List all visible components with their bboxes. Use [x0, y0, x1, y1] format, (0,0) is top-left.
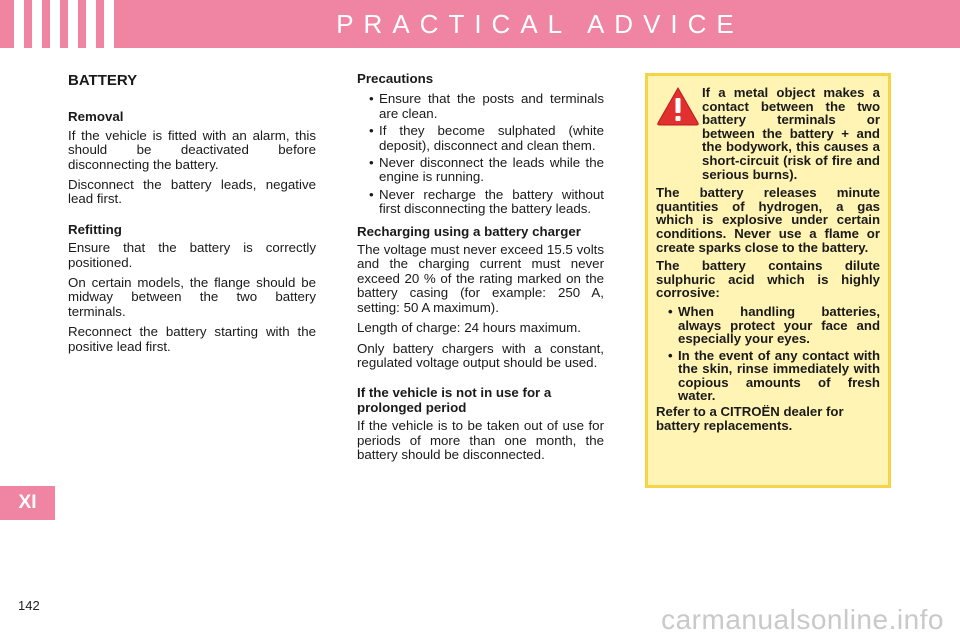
section-title: BATTERY — [68, 72, 138, 89]
not-in-use-text: If the vehicle is to be taken out of use for periods of more than one month, the battery should be disconnected. — [357, 418, 604, 462]
warning-text: The battery contains dilute sulphuric acid which is highly corrosive: — [656, 258, 880, 301]
warning-text: Refer to a CITROËN dealer for battery replacements. — [656, 404, 844, 433]
header-stripe — [32, 0, 42, 48]
list-item: • When handling batteries, always protect your face and especially your eyes. — [668, 303, 880, 347]
list-item: • Never recharge the battery without first disconnecting the battery leads. — [369, 186, 604, 217]
watermark: carmanualsonline.info — [661, 604, 944, 635]
list-item: • If they become sulphated (white deposit), disconnect and clean them. — [369, 123, 604, 153]
recharging-text: The voltage must never exceed 15.5 volts and the charging current must never exceed 20 % of the rating marked on the battery casing (for example: 250 A, setting: 50 A maximum). — [357, 242, 604, 315]
recharging-text: Only battery chargers with a constant, regulated voltage output should be used. — [357, 340, 604, 370]
header-stripe — [104, 0, 114, 48]
warning-text: If a metal object makes a contact between the two battery terminals or between the battery + and the bodywork, this causes a short-circuit (risk of fire and serious burns). — [702, 85, 880, 182]
recharging-text: Length of charge: 24 hours maximum. — [357, 320, 581, 336]
refitting-text: Reconnect the battery starting with the positive lead first. — [68, 324, 316, 354]
warning-list — [656, 305, 880, 403]
warning-text: The battery releases minute quantities of hydrogen, a gas which is explosive under certain conditions. Never use a flame or create sparks close to the battery. — [656, 185, 880, 255]
warning-triangle-icon — [656, 86, 700, 126]
precautions-column — [357, 72, 604, 468]
not-in-use-heading: If the vehicle is not in use for a prolonged period — [357, 385, 552, 415]
warning-box — [645, 73, 891, 488]
recharging-heading: Recharging using a battery charger — [357, 223, 581, 239]
list-item: • In the event of any contact with the skin, rinse immediately with copious amounts of fresh water. — [668, 347, 880, 404]
list-item: • Ensure that the posts and terminals are clean. — [369, 91, 604, 121]
header-stripe — [68, 0, 78, 48]
list-item: • Never disconnect the leads while the engine is running. — [369, 155, 604, 185]
battery-column — [68, 72, 316, 360]
header-stripe — [86, 0, 96, 48]
refitting-heading: Refitting — [68, 221, 122, 237]
removal-heading: Removal — [68, 109, 124, 125]
removal-text: If the vehicle is fitted with an alarm, this should be deactivated before disconnecting the battery. — [68, 127, 316, 172]
header-stripe — [14, 0, 24, 48]
page-number: 142 — [18, 598, 40, 613]
precautions-list — [357, 92, 604, 216]
page-title: PRACTICAL ADVICE — [336, 9, 744, 39]
refitting-text: Ensure that the battery is correctly positioned. — [68, 240, 316, 270]
chapter-tab: XI — [0, 486, 55, 520]
removal-text: Disconnect the battery leads, negative lead first. — [68, 177, 316, 207]
header-stripe — [50, 0, 60, 48]
refitting-text: On certain models, the flange should be midway between the two battery terminals. — [68, 275, 316, 319]
page-header — [0, 0, 960, 48]
precautions-heading: Precautions — [357, 71, 434, 86]
